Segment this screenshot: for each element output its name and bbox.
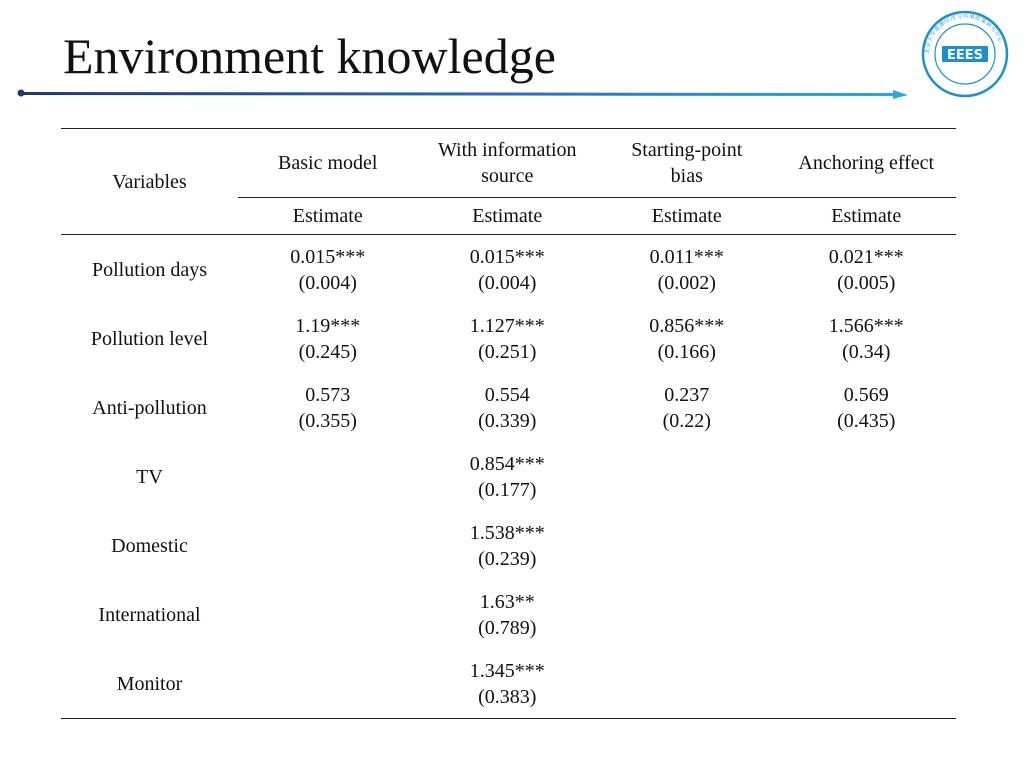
standard-error: (0.22) <box>662 409 711 432</box>
estimate-cell <box>777 442 957 511</box>
estimate-value: 0.015*** <box>290 245 366 268</box>
table-row <box>61 373 956 442</box>
estimate-value: 1.127*** <box>469 314 545 337</box>
estimate-value: 1.345*** <box>469 659 545 682</box>
row-label: Anti-pollution <box>92 396 207 419</box>
row-label: Monitor <box>116 672 183 695</box>
table-header-row <box>61 129 956 198</box>
row-label: Domestic <box>111 534 188 557</box>
header-with-information-source-text: With information source <box>437 139 577 187</box>
estimate-cell <box>238 373 418 442</box>
standard-error: (0.355) <box>298 409 357 432</box>
estimate-cell <box>238 304 418 373</box>
header-variables: Variables <box>112 170 187 193</box>
subheader-estimate: Estimate <box>238 198 418 235</box>
estimate-cell <box>238 511 418 580</box>
table-row <box>61 442 956 511</box>
estimate-cell <box>418 580 598 649</box>
table-row <box>61 649 956 719</box>
estimate-cell <box>597 649 777 719</box>
logo-text: EEES <box>946 48 984 63</box>
estimate-cell <box>597 442 777 511</box>
logo-ring-text: 北京大学能源经济与环境政策研究中心 <box>924 13 1004 55</box>
estimate-value: 1.63** <box>479 590 535 613</box>
estimate-cell <box>597 304 777 373</box>
estimate-cell <box>777 304 957 373</box>
eees-logo <box>920 9 1010 99</box>
slide-title: Environment knowledge <box>63 28 556 84</box>
standard-error: (0.383) <box>478 685 537 708</box>
estimate-value: 0.015*** <box>469 245 545 268</box>
standard-error: (0.435) <box>837 409 896 432</box>
standard-error: (0.245) <box>298 340 357 363</box>
standard-error: (0.239) <box>478 547 537 570</box>
estimate-value: 0.021*** <box>828 245 904 268</box>
estimate-cell <box>777 511 957 580</box>
estimate-value: 0.569 <box>843 383 889 406</box>
table-row <box>61 235 956 305</box>
estimate-value: 1.566*** <box>828 314 904 337</box>
header-anchoring-effect: Anchoring effect <box>798 152 935 174</box>
header-basic-model: Basic model <box>278 152 378 174</box>
estimate-cell <box>597 511 777 580</box>
standard-error: (0.34) <box>842 340 891 363</box>
estimates-table <box>61 128 956 719</box>
header-starting-point-bias <box>597 129 777 198</box>
header-with-information-source <box>418 129 598 198</box>
subheader-estimate: Estimate <box>597 198 777 235</box>
standard-error: (0.789) <box>478 616 537 639</box>
standard-error: (0.251) <box>478 340 537 363</box>
estimate-cell <box>418 235 598 305</box>
standard-error: (0.005) <box>837 271 896 294</box>
estimate-cell <box>418 511 598 580</box>
row-label: International <box>98 603 201 626</box>
table-body <box>61 235 956 719</box>
standard-error: (0.002) <box>657 271 716 294</box>
estimate-cell <box>777 373 957 442</box>
row-label: TV <box>136 465 163 488</box>
estimate-cell <box>418 442 598 511</box>
estimate-value: 0.856*** <box>649 314 725 337</box>
estimate-cell <box>418 304 598 373</box>
estimate-value: 1.538*** <box>469 521 545 544</box>
standard-error: (0.166) <box>657 340 716 363</box>
estimate-cell <box>777 235 957 305</box>
estimate-cell <box>238 580 418 649</box>
row-label: Pollution level <box>90 327 209 350</box>
estimate-cell <box>238 649 418 719</box>
header-starting-point-bias-text: Starting-point bias <box>631 139 743 187</box>
estimate-cell <box>597 235 777 305</box>
estimate-cell <box>238 235 418 305</box>
standard-error: (0.177) <box>478 478 537 501</box>
estimate-cell <box>418 373 598 442</box>
table-row <box>61 580 956 649</box>
estimate-value: 0.237 <box>664 383 710 406</box>
estimate-value: 0.573 <box>305 383 351 406</box>
table-row <box>61 511 956 580</box>
estimate-value: 1.19*** <box>295 314 361 337</box>
estimate-cell <box>238 442 418 511</box>
row-label: Pollution days <box>91 258 207 281</box>
estimate-cell <box>597 373 777 442</box>
table-row <box>61 304 956 373</box>
estimate-cell <box>777 580 957 649</box>
subheader-estimate: Estimate <box>777 198 957 235</box>
estimate-value: 0.554 <box>484 383 530 406</box>
subheader-estimate: Estimate <box>418 198 598 235</box>
standard-error: (0.004) <box>298 271 357 294</box>
estimate-value: 0.011*** <box>649 245 724 268</box>
standard-error: (0.339) <box>478 409 537 432</box>
estimate-cell <box>597 580 777 649</box>
estimate-cell <box>418 649 598 719</box>
estimate-value: 0.854*** <box>469 452 545 475</box>
standard-error: (0.004) <box>478 271 537 294</box>
estimate-cell <box>777 649 957 719</box>
